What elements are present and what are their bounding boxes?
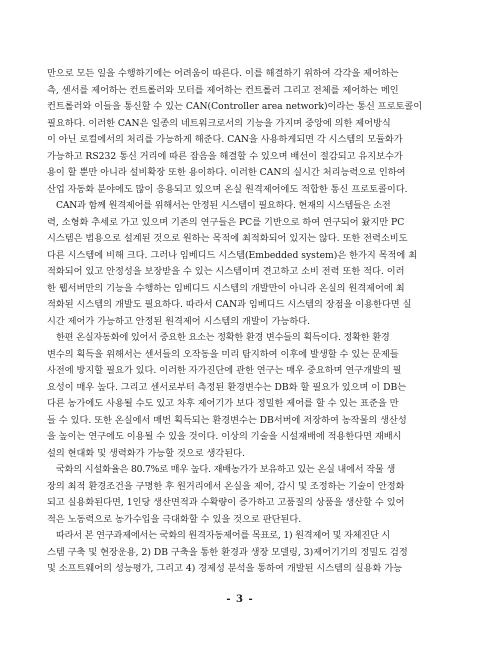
text-line: 적화된 시스템의 개발도 필요하다. 따라서 CAN과 임베디드 시스템의 장점을 이용한다면 실 — [47, 299, 412, 310]
text-line: 한편 온실자동화에 있어서 중요한 요소는 정확한 환경 변수들의 획득이다. 정확한 환경 — [56, 332, 390, 343]
text-line: 측, 센서를 제어하는 컨트롤러와 모터를 제어하는 컨트롤러 그리고 전체를 제어하는 메인 — [47, 84, 399, 96]
text-line: 되고 실용화된다면, 1인당 생산면적과 수확량이 증가하고 고품질의 상품을 생산할 수 있어 — [47, 497, 405, 508]
text-line: 변수의 획득을 위해서는 센서들의 오작동을 미리 탐지하여 이후에 발생할 수 있는 문제들 — [47, 348, 399, 360]
text-line: 용이 할 뿐만 아니라 설비확장 또한 용이하다. 이러한 CAN의 실시간 처리능력으로 인하여 — [47, 167, 406, 178]
page-number: - 3 - — [226, 594, 254, 605]
text-line: 들 수 있다. 또한 온실에서 매번 획득되는 환경변수는 DB서버에 저장하여 농작물의 생산성 — [47, 414, 407, 426]
paragraph — [47, 198, 435, 330]
text-line: 요성이 매우 높다. 그리고 센서로부터 측정된 환경변수는 DB화 할 필요가 있으며 이 DB는 — [47, 381, 407, 393]
paragraph — [47, 330, 435, 462]
text-line: 컨트롤러와 이들을 통신할 수 있는 CAN(Controller area network)이라는 통신 프로토콜이 — [47, 101, 423, 112]
text-line: 스템 구축 및 현장운용, 2) DB 구축을 통한 환경과 생장 모델링, 3)제어기기의 정밀도 검정 — [47, 546, 408, 558]
text-line: 필요하다. 이러한 CAN은 일종의 네트워크로서의 기능을 가지며 중앙에 의한 제어방식 — [47, 117, 391, 129]
text-line: 을 높이는 연구에도 이용될 수 있을 것이다. 이상의 기술을 시설재배에 적용한다면 재배시 — [47, 431, 402, 442]
text-line: 시스템은 범용으로 설계된 것으로 원하는 목적에 최적화되어 있지는 않다. 또한 전력소비도 — [47, 233, 408, 244]
paragraph — [47, 66, 435, 198]
text-line: 사전에 방지할 필요가 있다. 이러한 자가진단에 관한 연구는 매우 중요하며 연구개발의 필 — [47, 365, 402, 376]
text-line: CAN과 함께 원격제어를 위해서는 안정된 시스템이 필요하다. 현재의 시스템들은 소전 — [56, 200, 391, 211]
text-line: 다른 시스템에 비해 크다. 그러나 임베디드 시스템(Embedded system)은 한가지 목적에 최 — [47, 249, 418, 261]
text-line: 다른 농가에도 사용될 수도 있고 차후 제어기가 보다 정밀한 제어를 할 수 있는 표준을 만 — [47, 398, 399, 409]
text-line: 가능하고 RS232 통신 거리에 따른 잡음을 해결할 수 있으며 배선이 절감되고 유지보수가 — [47, 150, 403, 162]
text-line: 만으로 모든 일을 수행하기에는 어려움이 따른다. 이를 해결하기 위하여 각각을 제어하는 — [47, 68, 399, 79]
paragraph — [47, 462, 435, 528]
text-line: 산업 자동화 분야에도 많이 응용되고 있으며 온실 원격제어에도 적합한 통신 프로토콜이다. — [47, 183, 408, 195]
text-line: 적화되어 있고 안정성을 보장받을 수 있는 시스템이며 견고하고 소비 전력 또한 적다. 이러 — [47, 266, 405, 277]
text-line: 적은 노동력으로 농가수입을 극대화할 수 있을 것으로 판단된다. — [47, 513, 302, 525]
text-line: 장의 최적 환경조건을 구명한 후 원거리에서 온실을 제어, 감시 및 조정하는 기술이 안정화 — [47, 480, 405, 492]
text-line: 따라서 본 연구과제에서는 국화의 원격자동제어를 목표로, 1) 원격제어 및 자체진단 시 — [56, 530, 391, 541]
paragraph — [47, 528, 435, 578]
text-line: 및 소프트웨어의 성능평가, 그리고 4) 경제성 분석을 통하여 개발된 시스템의 실용화 가능 — [47, 563, 403, 574]
text-line: 설의 현대화 및 생력화가 가능할 것으로 생각된다. — [47, 447, 245, 459]
text-line: 이 아닌 로컬에서의 처리를 가능하게 해준다. CAN을 사용하게되면 각 시스템의 모듈화가 — [47, 134, 403, 145]
text-line: 력, 소형화 추세로 가고 있으며 기존의 연구들은 PC를 기반으로 하여 연구되어 왔지만 PC — [47, 216, 405, 228]
text-line: 시간 제어가 가능하고 안정된 원격제어 시스템의 개발이 가능하다. — [47, 315, 310, 327]
text-line: 국화의 시설화율은 80.7%로 매우 높다. 재배농가가 보유하고 있는 온실 내에서 작물 생 — [56, 464, 396, 475]
document-body — [47, 66, 435, 578]
text-line: 한 웹서버만의 기능을 수행하는 임베디드 시스템의 개발만이 아니라 온실의 원격제어에 최 — [47, 282, 405, 294]
